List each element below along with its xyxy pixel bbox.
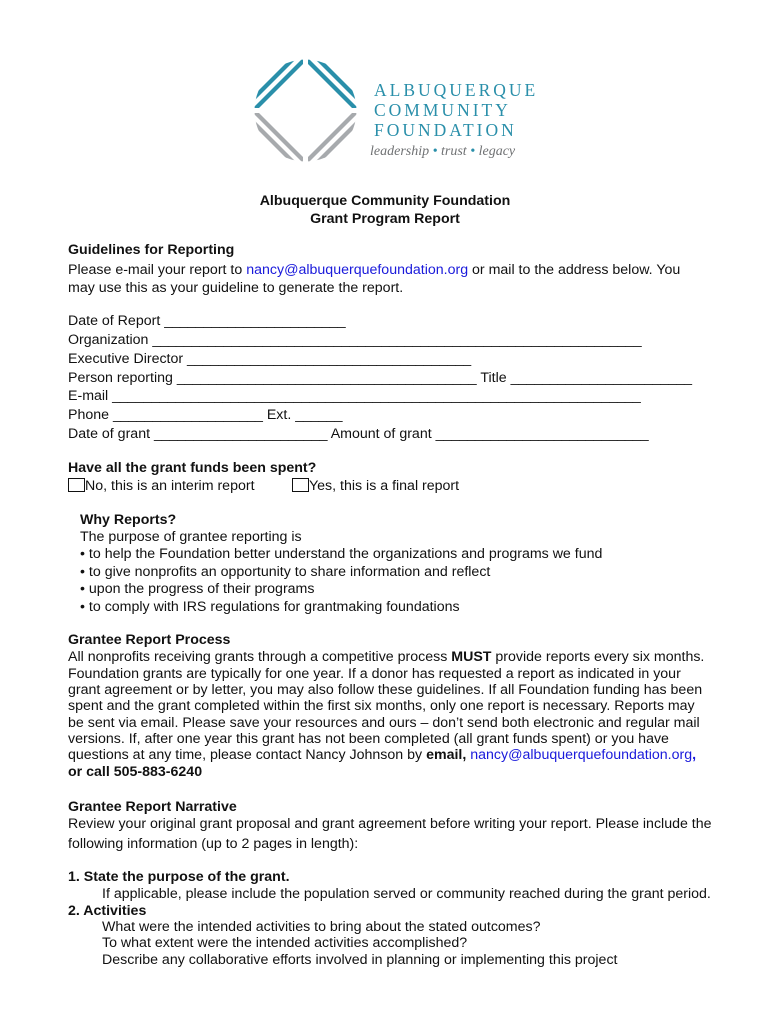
why-heading: Why Reports? [80,512,177,528]
email-label: email, [426,747,467,763]
bullet-icon: • [80,546,85,562]
guidelines-text-1 [68,262,680,278]
tagline-leadership: leadership [370,144,430,159]
why-item: • to comply with IRS regulations for grantmaking foundations [80,599,460,615]
narrative-item-2-line: What were the intended activities to bring about the stated outcomes? [102,919,541,935]
narrative-line-2: following information (up to 2 pages in length): [68,836,359,852]
process-line-4: spent and the grant completed within the first six months, only one report is necessary. Reports may [68,698,695,714]
process-line-6: versions. If, after one year this grant has not been completed (all grant funds spent) or you have [68,731,669,747]
tagline-trust: trust [441,144,467,159]
why-intro: The purpose of grantee reporting is [80,529,302,545]
logo-line-1: ALBUQUERQUE [374,80,539,100]
narrative-line-1: Review your original grant proposal and grant agreement before writing your report. Please include the [68,816,712,832]
date-of-report-field[interactable]: Date of Report _______________________ [68,313,346,329]
guidelines-heading: Guidelines for Reporting [68,242,235,258]
guidelines-text-1a: Please e-mail your report to [68,262,247,278]
why-item: • to help the Foundation better understand the organizations and programs we fund [80,546,603,562]
process-line-5: be sent via email. Please save your resources and ours – don’t send both electronic and regular mail [68,715,700,731]
process-line-7: questions at any time, please contact Nancy Johnson by email, nancy@albuquerquefoundation.org, [68,747,697,763]
tagline-legacy: legacy [478,144,516,159]
process-line-2: Foundation grants are typically for one year. If a donor has requested a report as indicated in your [68,666,681,682]
foundation-logo [253,58,553,168]
report-title-1: Albuquerque Community Foundation [259,193,511,209]
process-heading: Grantee Report Process [68,632,231,648]
person-reporting-field[interactable]: Person reporting ______________________________________ Title _______________________ [68,370,693,386]
bullet-icon: • [80,581,85,597]
logo-line-3: FOUNDATION [374,120,517,140]
logo-line-2: COMMUNITY [374,100,511,120]
funds-question: Have all the grant funds been spent? [68,460,317,476]
tagline-dot-1: • [432,144,438,159]
final-checkbox[interactable] [292,478,309,492]
narrative-heading: Grantee Report Narrative [68,799,237,815]
final-label: Yes, this is a final report [309,478,460,494]
tagline-dot-2: • [470,144,476,159]
interim-label: No, this is an interim report [85,478,255,494]
logo-wordmark [374,80,538,140]
narrative-item-1-title: 1. State the purpose of the grant. [68,869,290,885]
interim-checkbox[interactable] [68,478,85,492]
narrative-item-2-title: 2. Activities [68,903,147,919]
email-field[interactable]: E-mail ___________________________________________________________________ [68,388,641,404]
executive-director-field[interactable]: Executive Director ____________________________________ [68,351,472,367]
guidelines-text-2: may use this as your guideline to generate the report. [68,280,404,296]
process-phone: or call 505-883-6240 [68,764,203,780]
organization-field[interactable]: Organization ______________________________________________________________ [68,332,642,348]
final-option[interactable] [292,478,459,494]
why-item: • to give nonprofits an opportunity to share information and reflect [80,564,491,580]
phone-field[interactable]: Phone ___________________ Ext. ______ [68,407,343,423]
sunburst-logo-icon [253,58,358,163]
narrative-item-2-line: To what extent were the intended activities accomplished? [102,935,468,951]
process-line-1: All nonprofits receiving grants through a competitive process MUST provide reports every six months. [68,649,705,665]
why-item: • upon the progress of their programs [80,581,315,597]
bullet-icon: • [80,599,85,615]
must-emphasis: MUST [451,649,492,665]
process-line-3: grant agreement or by letter, you may also follow these guidelines. If all Foundation funding has been [68,682,703,698]
bullet-icon: • [80,564,85,580]
interim-option[interactable] [68,478,255,494]
narrative-item-2-line: Describe any collaborative efforts involved in planning or implementing this project [102,952,618,968]
narrative-item-1-text: If applicable, please include the population served or community reached during the grant period. [102,886,711,902]
guidelines-text-1b: or mail to the address below. You [468,262,681,278]
date-of-grant-field[interactable]: Date of grant ______________________ Amount of grant ___________________________ [68,426,649,442]
logo-tagline [370,144,515,160]
report-title-2: Grant Program Report [310,211,460,227]
guidelines-email-link[interactable]: nancy@albuquerquefoundation.org [246,262,469,278]
process-email-link[interactable]: nancy@albuquerquefoundation.org [470,747,693,763]
